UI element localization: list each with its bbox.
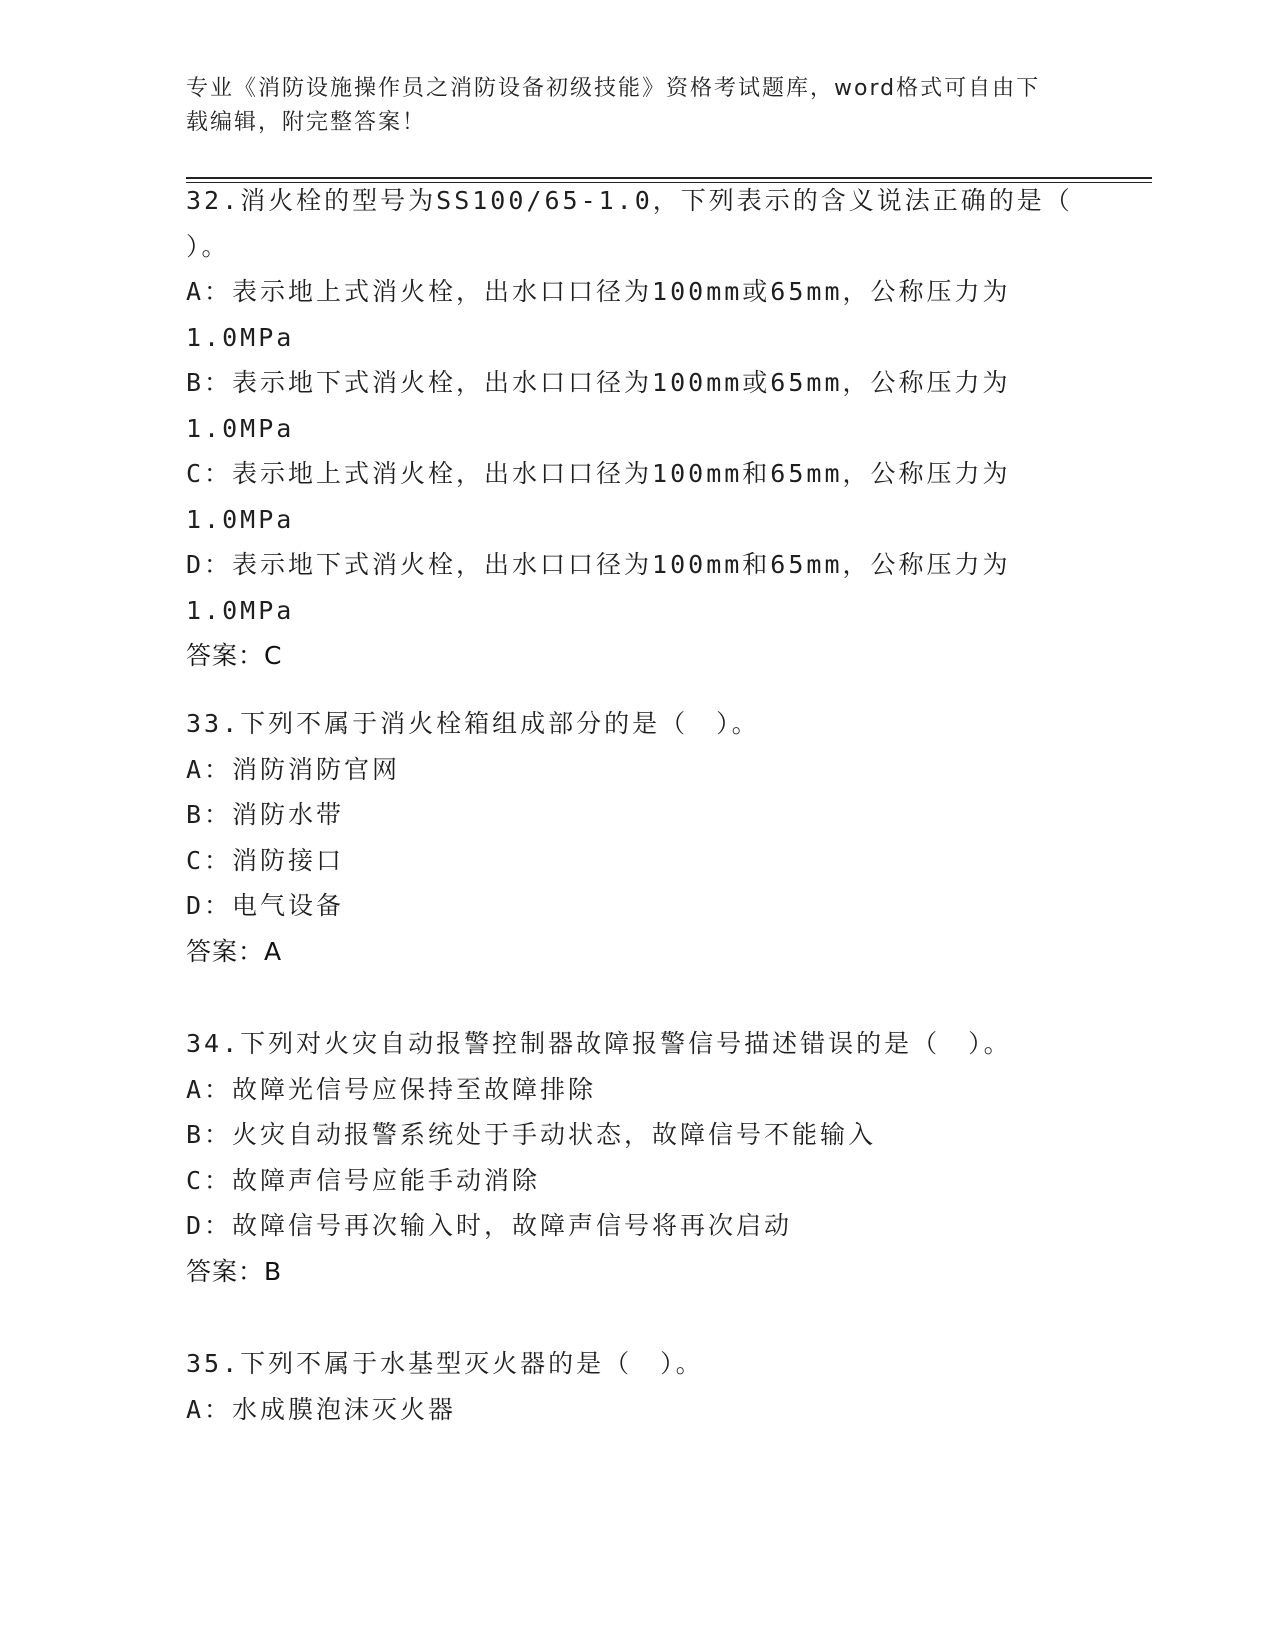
question-33-answer: 答案：A: [186, 936, 283, 966]
option-d: D：表示地下式消火栓，出水口口径为100mm和65mm，公称压力为: [186, 550, 1011, 579]
option-a: A：故障光信号应保持至故障排除: [186, 1074, 597, 1104]
option-a: A：消防消防官网: [186, 754, 401, 784]
question-35: [186, 1341, 1066, 1432]
option-d: D：故障信号再次输入时，故障声信号将再次启动: [186, 1211, 793, 1240]
option-a: A：表示地上式消火栓，出水口口径为100mm或65mm，公称压力为: [186, 277, 1011, 306]
document-header: [186, 72, 1066, 140]
option-a-cont: 1.0MPa: [186, 322, 295, 352]
option-c: C：消防接口: [186, 845, 345, 875]
header-line-1: 专业《消防设施操作员之消防设备初级技能》资格考试题库，word格式可自由下: [186, 76, 1041, 101]
question-32: [186, 178, 1073, 679]
option-d-cont: 1.0MPa: [186, 595, 295, 625]
question-33-stem: 33.下列不属于消火栓箱组成部分的是（ ）。: [186, 709, 760, 738]
question-35-stem: 35.下列不属于水基型灭火器的是（ ）。: [186, 1349, 704, 1378]
header-line-2: 载编辑，附完整答案！: [186, 110, 427, 135]
question-34-stem: 34.下列对火灾自动报警控制器故障报警信号描述错误的是（ ）。: [186, 1029, 1012, 1058]
question-32-answer: 答案：C: [186, 641, 283, 670]
option-d: D：电气设备: [186, 891, 345, 920]
option-c-cont: 1.0MPa: [186, 504, 295, 534]
question-32-stem-cont: ）。: [186, 231, 230, 261]
question-34-answer: 答案：B: [186, 1256, 283, 1286]
question-33: [186, 701, 1066, 974]
option-b: B：火灾自动报警系统处于手动状态，故障信号不能输入: [186, 1120, 877, 1149]
question-32-stem: 32.消火栓的型号为SS100/65-1.0，下列表示的含义说法正确的是（: [186, 186, 1073, 215]
option-c: C：故障声信号应能手动消除: [186, 1165, 541, 1195]
option-b: B：表示地下式消火栓，出水口口径为100mm或65mm，公称压力为: [186, 368, 1011, 397]
option-b: B：消防水带: [186, 800, 345, 829]
question-34: [186, 1021, 1066, 1294]
option-b-cont: 1.0MPa: [186, 413, 295, 443]
option-a: A：水成膜泡沫灭火器: [186, 1394, 457, 1424]
option-c: C：表示地上式消火栓，出水口口径为100mm和65mm，公称压力为: [186, 459, 1011, 488]
